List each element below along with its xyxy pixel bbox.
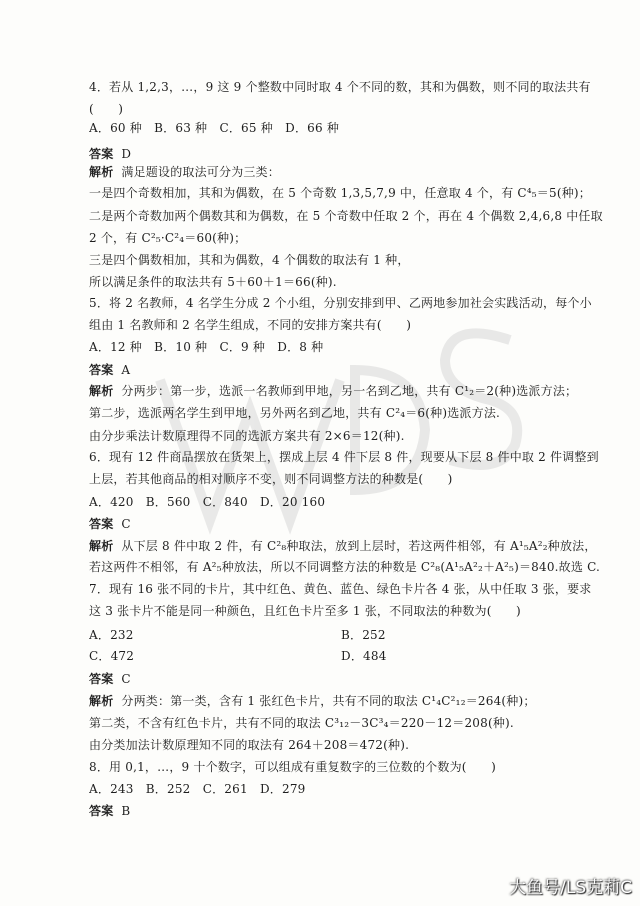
- answer-value: A: [121, 363, 131, 377]
- problem-5-options: A．12 种 B．10 种 C．9 种 D．8 种: [89, 340, 324, 354]
- problem-4-options: A．60 种 B．63 种 C．65 种 D．66 种: [89, 121, 340, 135]
- problem-4-analysis-line-4: 2 个，有 C²₅·C²₄＝60(种)；: [89, 231, 247, 245]
- answer-value: B: [121, 804, 131, 818]
- answer-value: D: [121, 147, 132, 161]
- problem-6-answer: [89, 516, 619, 532]
- problem-5-analysis-line-3: 由分步乘法计数原理得不同的选派方案共有 2×6＝12(种).: [89, 429, 405, 443]
- problem-6-analysis-line-1: [89, 538, 619, 554]
- option-d: D．484: [341, 649, 387, 663]
- problem-5-answer: [89, 362, 619, 378]
- problem-5-analysis-line-2: 第二步，选派两名学生到甲地，另外两名到乙地，共有 C²₄＝6(种)选派方法.: [89, 406, 501, 420]
- problem-8-answer: [89, 803, 619, 819]
- problem-4-analysis-line-3: 二是两个奇数加两个偶数其和为偶数，在 5 个奇数中任取 2 个，再在 4 个偶数 2,4,6,8 中任取: [89, 209, 603, 223]
- answer-label: 答案: [89, 147, 114, 161]
- option-c: C．472: [89, 649, 135, 663]
- answer-label: 答案: [89, 363, 114, 377]
- analysis-label: 解析: [89, 539, 114, 553]
- problem-4-stem-line-1: 4．若从 1,2,3，…，9 这 9 个整数中同时取 4 个不同的数，其和为偶数，则不同的取法共有: [89, 80, 591, 94]
- answer-label: 答案: [89, 804, 114, 818]
- analysis-text: 满足题设的取法可分为三类：: [121, 165, 281, 179]
- problem-6-stem-line-2: 上层，若其他商品的相对顺序不变，则不同调整方法的种数是( ): [89, 472, 453, 486]
- answer-label: 答案: [89, 672, 114, 686]
- problem-8-stem-line-1: 8．用 0,1，…，9 十个数字，可以组成有重复数字的三位数的个数为( ): [89, 760, 496, 774]
- analysis-text: 分两类：第一类，含有 1 张红色卡片，共有不同的取法 C¹₄C²₁₂＝264(种)；: [121, 694, 536, 708]
- analysis-label: 解析: [89, 384, 114, 398]
- problem-4-analysis-line-1: [89, 164, 619, 180]
- problem-7-options-row-2: [89, 648, 619, 664]
- problem-4-answer: [89, 146, 619, 162]
- problem-6-options: A．420 B．560 C．840 D．20 160: [89, 495, 326, 509]
- problem-4-analysis-line-2: 一是四个奇数相加，其和为偶数，在 5 个奇数 1,3,5,7,9 中，任意取 4 个，有 C⁴₅＝5(种)；: [89, 186, 592, 200]
- problem-7-stem-line-2: 这 3 张卡片不能是同一种颜色，且红色卡片至多 1 张，不同取法的种数为( ): [89, 604, 521, 618]
- problem-5-stem-line-2: 组由 1 名教师和 2 名学生组成，不同的安排方案共有( ): [89, 318, 412, 332]
- problem-7-stem-line-1: 7．现有 16 张不同的卡片，其中红色、黄色、蓝色、绿色卡片各 4 张，从中任取 3 张，要求: [89, 582, 592, 596]
- problem-5-stem-line-1: 5．将 2 名教师，4 名学生分成 2 个小组，分别安排到甲、乙两地参加社会实践活动，每个小: [89, 296, 592, 310]
- problem-4-analysis-line-6: 所以满足条件的取法共有 5＋60＋1＝66(种).: [89, 275, 337, 289]
- answer-label: 答案: [89, 517, 114, 531]
- problem-7-analysis-line-1: [89, 693, 619, 709]
- problem-5-analysis-line-1: [89, 383, 619, 399]
- answer-value: C: [121, 517, 131, 531]
- problem-7-analysis-line-3: 由分类加法计数原理知不同的取法有 264＋208＝472(种).: [89, 738, 410, 752]
- analysis-text: 从下层 8 件中取 2 件，有 C²₈种取法，放到上层时，若这两件相邻，有 A¹₅A²₂种放法，: [121, 539, 597, 553]
- problem-4-stem-line-2: ( ): [89, 102, 124, 116]
- analysis-text: 分两步：第一步，选派一名教师到甲地，另一名到乙地，共有 C¹₂＝2(种)选派方法；: [121, 384, 578, 398]
- option-b: B．252: [341, 628, 386, 642]
- analysis-label: 解析: [89, 694, 114, 708]
- source-signature: 大鱼号/LS克莉C: [509, 878, 632, 898]
- problem-6-stem-line-1: 6．现有 12 件商品摆放在货架上，摆成上层 4 件下层 8 件，现要从下层 8 件中取 2 件调整到: [89, 450, 599, 464]
- problem-6-analysis-line-2: 若这两件不相邻，有 A²₅种放法，所以不同调整方法的种数是 C²₈(A¹₅A²₂＋A²₅)＝840.故选 C.: [89, 560, 601, 574]
- problem-7-analysis-line-2: 第二类，不含有红色卡片，共有不同的取法 C³₁₂－3C³₄＝220－12＝208(种).: [89, 716, 514, 730]
- problem-8-options: A．243 B．252 C．261 D．279: [89, 782, 306, 796]
- answer-value: C: [121, 672, 131, 686]
- analysis-label: 解析: [89, 165, 114, 179]
- problem-4-analysis-line-5: 三是四个偶数相加，其和为偶数，4 个偶数的取法有 1 种，: [89, 253, 410, 267]
- problem-7-options-row-1: [89, 627, 619, 643]
- option-a: A．232: [89, 628, 134, 642]
- problem-7-answer: [89, 671, 619, 687]
